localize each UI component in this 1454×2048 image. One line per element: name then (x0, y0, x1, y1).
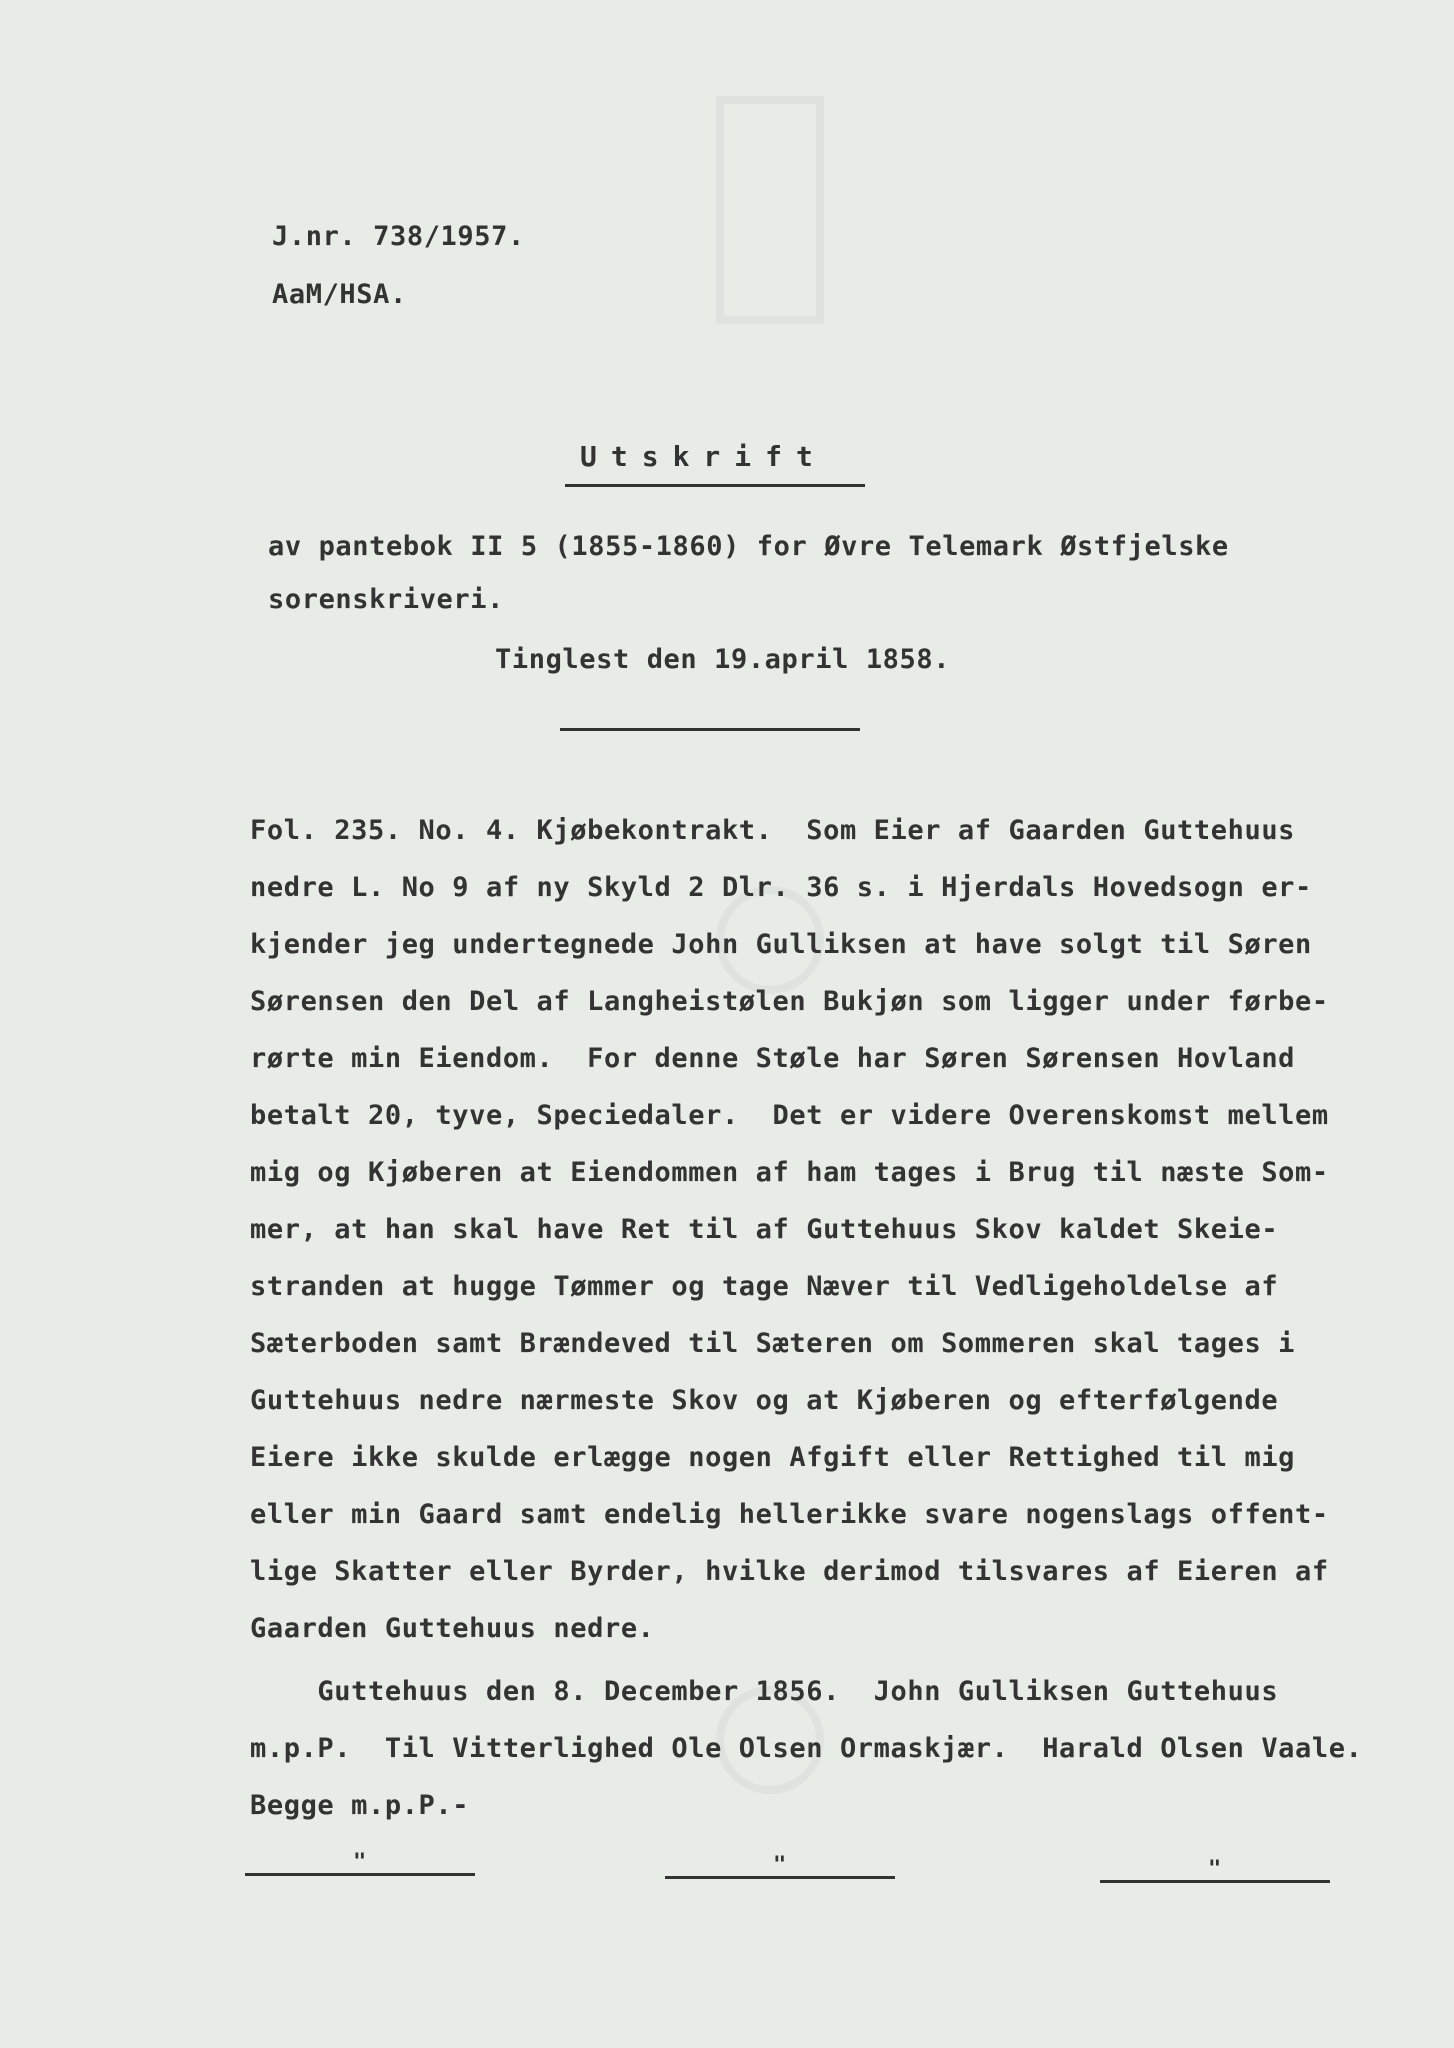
ditto-mark-3: " (1208, 1857, 1222, 1882)
body-line: Sørensen den Del af Langheistølen Bukjøn som ligger under førbe- (250, 986, 1329, 1017)
body-line: lige Skatter eller Byrder, hvilke derimod tilsvares af Eieren af (250, 1556, 1329, 1587)
body-line: eller min Gaard samt endelig hellerikke svare nogenslags offent- (250, 1499, 1329, 1530)
closing-line: Begge m.p.P.- (250, 1790, 470, 1821)
body-line: stranden at hugge Tømmer og tage Næver til Vedligeholdelse af (250, 1271, 1279, 1302)
document-title: Utskrift (580, 440, 827, 473)
initials: AaM/HSA. (272, 279, 407, 310)
journal-number: J.nr. 738/1957. (272, 221, 525, 252)
tinglest-line: Tinglest den 19.april 1858. (495, 644, 951, 675)
title-underline (565, 484, 865, 487)
body-line: Fol. 235. No. 4. Kjøbekontrakt. Som Eier af Gaarden Guttehuus (250, 815, 1296, 846)
closing-line: m.p.P. Til Vitterlighed Ole Olsen Ormaskjær. Harald Olsen Vaale. (250, 1733, 1363, 1764)
body-line: mig og Kjøberen at Eiendommen af ham tages i Brug til næste Som- (250, 1157, 1329, 1188)
body-line: mer, at han skal have Ret til af Guttehuus Skov kaldet Skeie- (250, 1214, 1279, 1245)
ditto-mark-2: " (773, 1853, 787, 1878)
body-line: rørte min Eiendom. For denne Støle har Søren Sørensen Hovland (250, 1043, 1296, 1074)
body-line: Guttehuus nedre nærmeste Skov og at Kjøberen og efterfølgende (250, 1385, 1279, 1416)
body-line: Eiere ikke skulde erlægge nogen Afgift eller Rettighed til mig (250, 1442, 1296, 1473)
intro-line-2: sorenskriveri. (268, 584, 504, 615)
ditto-mark-1: " (353, 1850, 367, 1875)
body-line: Sæterboden samt Brændeved til Sæteren om Sommeren skal tages i (250, 1328, 1296, 1359)
body-line: nedre L. No 9 af ny Skyld 2 Dlr. 36 s. i Hjerdals Hovedsogn er- (250, 872, 1312, 903)
closing-line: Guttehuus den 8. December 1856. John Gulliksen Guttehuus (250, 1676, 1279, 1707)
intro-line-1: av pantebok II 5 (1855-1860) for Øvre Telemark Østfjelske (268, 531, 1229, 562)
body-line: betalt 20, tyve, Speciedaler. Det er videre Overenskomst mellem (250, 1100, 1329, 1131)
body-line: Gaarden Guttehuus nedre. (250, 1613, 655, 1644)
body-line: kjender jeg undertegnede John Gulliksen at have solgt til Søren (250, 929, 1312, 960)
section-divider (560, 728, 860, 731)
